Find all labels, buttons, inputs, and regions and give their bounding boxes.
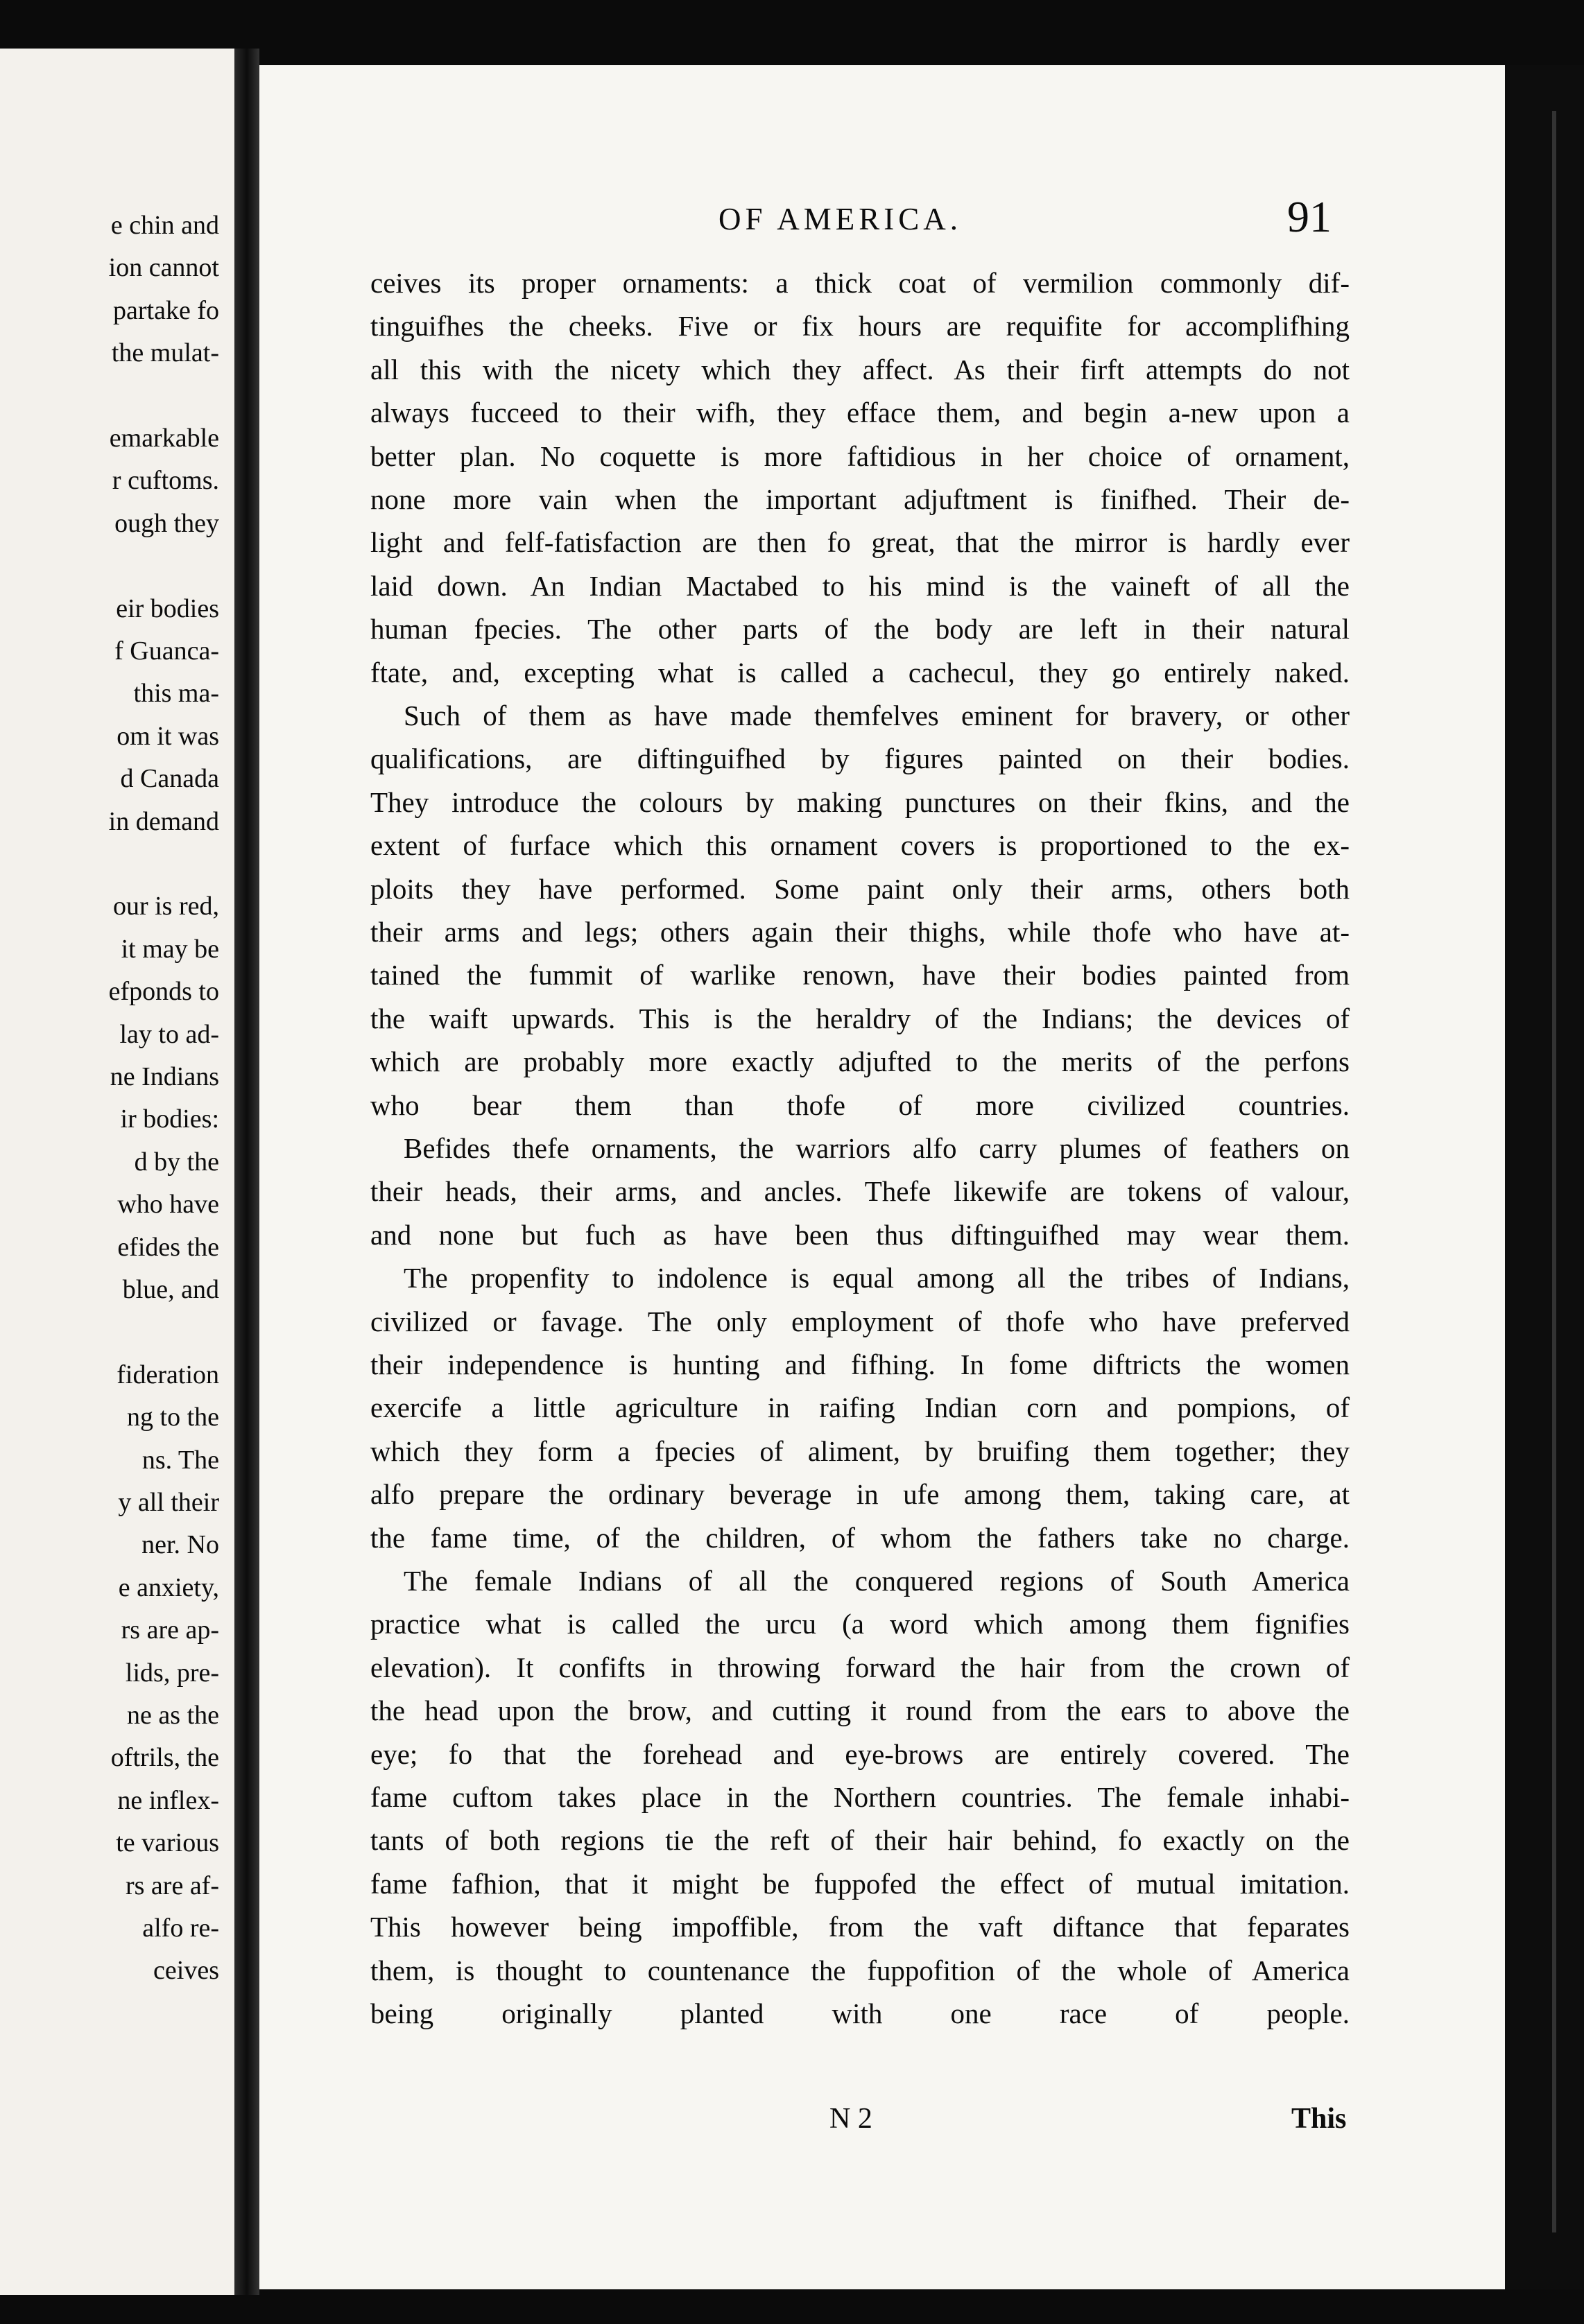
text-line: human fpecies. The other parts of the body are left in their natural bbox=[370, 613, 1350, 645]
left-page-line: te various bbox=[116, 1828, 219, 1858]
left-page-line: ne Indians bbox=[110, 1062, 219, 1091]
left-page-line: ner. No bbox=[141, 1530, 219, 1560]
left-page-line: ne inflex- bbox=[117, 1785, 219, 1815]
page-edge bbox=[1505, 65, 1584, 2289]
text-line: light and felf-fatisfaction are then fo great, that the mirror is hardly ever bbox=[370, 526, 1350, 559]
text-line: The propenfity to indolence is equal among all the tribes of Indians, bbox=[404, 1262, 1350, 1294]
text-line: the waift upwards. This is the heraldry of the Indians; the devices of bbox=[370, 1002, 1350, 1034]
left-page-line: our is red, bbox=[112, 892, 219, 921]
text-line: their heads, their arms, and ancles. Thefe likewife are tokens of valour, bbox=[370, 1175, 1350, 1208]
text-line: fame cuftom takes place in the Northern countries. The female inhabi- bbox=[370, 1781, 1350, 1813]
text-line: none more vain when the important adjuftment is finifhed. Their de- bbox=[370, 483, 1350, 515]
left-page-line: lay to ad- bbox=[119, 1019, 219, 1049]
left-page-line: blue, and bbox=[122, 1275, 219, 1304]
text-line: extent of furface which this ornament covers is proportioned to the ex- bbox=[370, 829, 1350, 862]
text-line: laid down. An Indian Mactabed to his mind is the vaineft of all the bbox=[370, 569, 1350, 602]
text-line: They introduce the colours by making punctures on their fkins, and the bbox=[370, 786, 1350, 818]
text-line: ceives its proper ornaments: a thick coat of vermilion commonly dif- bbox=[370, 267, 1350, 299]
text-line: all this with the nicety which they affect. As their firft attempts do not bbox=[370, 353, 1350, 385]
text-line: which they form a fpecies of aliment, by bruifing them together; they bbox=[370, 1434, 1350, 1467]
left-page-line: it may be bbox=[121, 934, 219, 964]
left-page-line: e anxiety, bbox=[118, 1572, 219, 1602]
text-line: tinguifhes the cheeks. Five or fix hours are requifite for accomplifhing bbox=[370, 310, 1350, 342]
text-line: the fame time, of the children, of whom the fathers take no charge. bbox=[370, 1521, 1350, 1554]
left-page-line: ns. The bbox=[141, 1445, 219, 1475]
catchword: This bbox=[1291, 2103, 1347, 2135]
text-line: tants of both regions tie the reft of their hair behind, fo exactly on the bbox=[370, 1824, 1350, 1857]
page-number: 91 bbox=[1287, 192, 1332, 241]
left-page-line: eir bodies bbox=[116, 593, 219, 623]
left-page-line: ceives bbox=[153, 1956, 219, 1986]
left-page-line: f Guanca- bbox=[114, 636, 219, 666]
left-page-line: rs are ap- bbox=[121, 1615, 219, 1645]
left-page-line: the mulat- bbox=[111, 338, 219, 368]
left-page-line: ng to the bbox=[127, 1403, 219, 1432]
left-page-line: oftrils, the bbox=[110, 1743, 219, 1773]
text-line: their independence is hunting and fifhing. In fome diftricts the women bbox=[370, 1349, 1350, 1380]
text-line: alfo prepare the ordinary beverage in ufe among them, taking care, at bbox=[370, 1478, 1350, 1511]
left-page-line: efides the bbox=[117, 1232, 219, 1262]
text-line: being originally planted with one race of people. bbox=[370, 1997, 1350, 2029]
text-line: qualifications, are diftinguifhed by figures painted on their bodies. bbox=[370, 743, 1350, 775]
left-page-line: ough they bbox=[114, 508, 219, 538]
text-line: tained the fummit of warlike renown, have their bodies painted from bbox=[370, 959, 1350, 991]
text-line: which are probably more exactly adjufted to the merits of the perfons bbox=[370, 1046, 1350, 1078]
text-line: exercife a little agriculture in raifing Indian corn and pompions, of bbox=[370, 1391, 1350, 1424]
text-line: civilized or favage. The only employment of thofe who have preferved bbox=[370, 1305, 1350, 1337]
left-page-line: alfo re- bbox=[142, 1914, 219, 1943]
text-line: better plan. No coquette is more faftidious in her choice of ornament, bbox=[370, 440, 1350, 472]
left-page-line: ion cannot bbox=[108, 253, 219, 283]
text-line: who bear them than thofe of more civilized countries. bbox=[370, 1089, 1350, 1121]
left-page-line: e chin and bbox=[110, 211, 219, 240]
text-line: ftate, and, excepting what is called a cachecul, they go entirely naked. bbox=[370, 656, 1350, 688]
text-line: the head upon the brow, and cutting it round from the ears to above the bbox=[370, 1694, 1350, 1727]
left-page-line: who have bbox=[117, 1190, 219, 1220]
text-line: This however being impoffible, from the vaft diftance that feparates bbox=[370, 1911, 1350, 1943]
text-line: fame fafhion, that it might be fuppofed the effect of mutual imitation. bbox=[370, 1867, 1350, 1900]
left-page-line: in demand bbox=[108, 806, 219, 836]
text-line: Such of them as have made themfelves eminent for bravery, or other bbox=[404, 700, 1350, 731]
left-page-line: rs are af- bbox=[125, 1871, 219, 1900]
text-line: and none but fuch as have been thus diftinguifhed may wear them. bbox=[370, 1218, 1350, 1251]
running-head: OF AMERICA. bbox=[718, 202, 963, 236]
left-page-line: d by the bbox=[134, 1147, 219, 1177]
left-page-line: emarkable bbox=[109, 424, 219, 453]
text-line: ploits they have performed. Some paint only their arms, others both bbox=[370, 872, 1350, 905]
text-line: eye; fo that the forehead and eye-brows are entirely covered. The bbox=[370, 1737, 1350, 1770]
left-page-line: partake fo bbox=[113, 295, 219, 325]
page-edge-line bbox=[1552, 111, 1556, 2232]
left-page-line: ir bodies: bbox=[120, 1104, 219, 1134]
text-line: elevation). It confifts in throwing forward the hair from the crown of bbox=[370, 1651, 1350, 1683]
left-page-line: y all their bbox=[118, 1488, 219, 1517]
left-page-line: om it was bbox=[117, 721, 219, 751]
text-line: practice what is called the urcu (a word which among them fignifies bbox=[370, 1608, 1350, 1640]
left-page-line: d Canada bbox=[120, 764, 219, 794]
text-line: always fucceed to their wifh, they efface them, and begin a-new upon a bbox=[370, 397, 1350, 429]
left-page-line: fideration bbox=[117, 1360, 219, 1389]
left-page-line: lids, pre- bbox=[125, 1658, 219, 1688]
text-line: them, is thought to countenance the fuppofition of the whole of America bbox=[370, 1954, 1350, 1986]
signature-mark: N 2 bbox=[829, 2103, 872, 2135]
left-page bbox=[0, 49, 234, 2295]
left-page-line: ne as the bbox=[127, 1701, 219, 1730]
text-line: Befides thefe ornaments, the warriors alfo carry plumes of feathers on bbox=[404, 1132, 1350, 1164]
left-page-line: r cuftoms. bbox=[112, 466, 219, 496]
book-gutter bbox=[234, 49, 259, 2295]
left-page-line: this ma- bbox=[133, 679, 219, 709]
text-line: The female Indians of all the conquered regions of South America bbox=[404, 1565, 1350, 1597]
text-line: their arms and legs; others again their thighs, while thofe who have at- bbox=[370, 916, 1350, 948]
left-page-line: efponds to bbox=[108, 977, 219, 1007]
